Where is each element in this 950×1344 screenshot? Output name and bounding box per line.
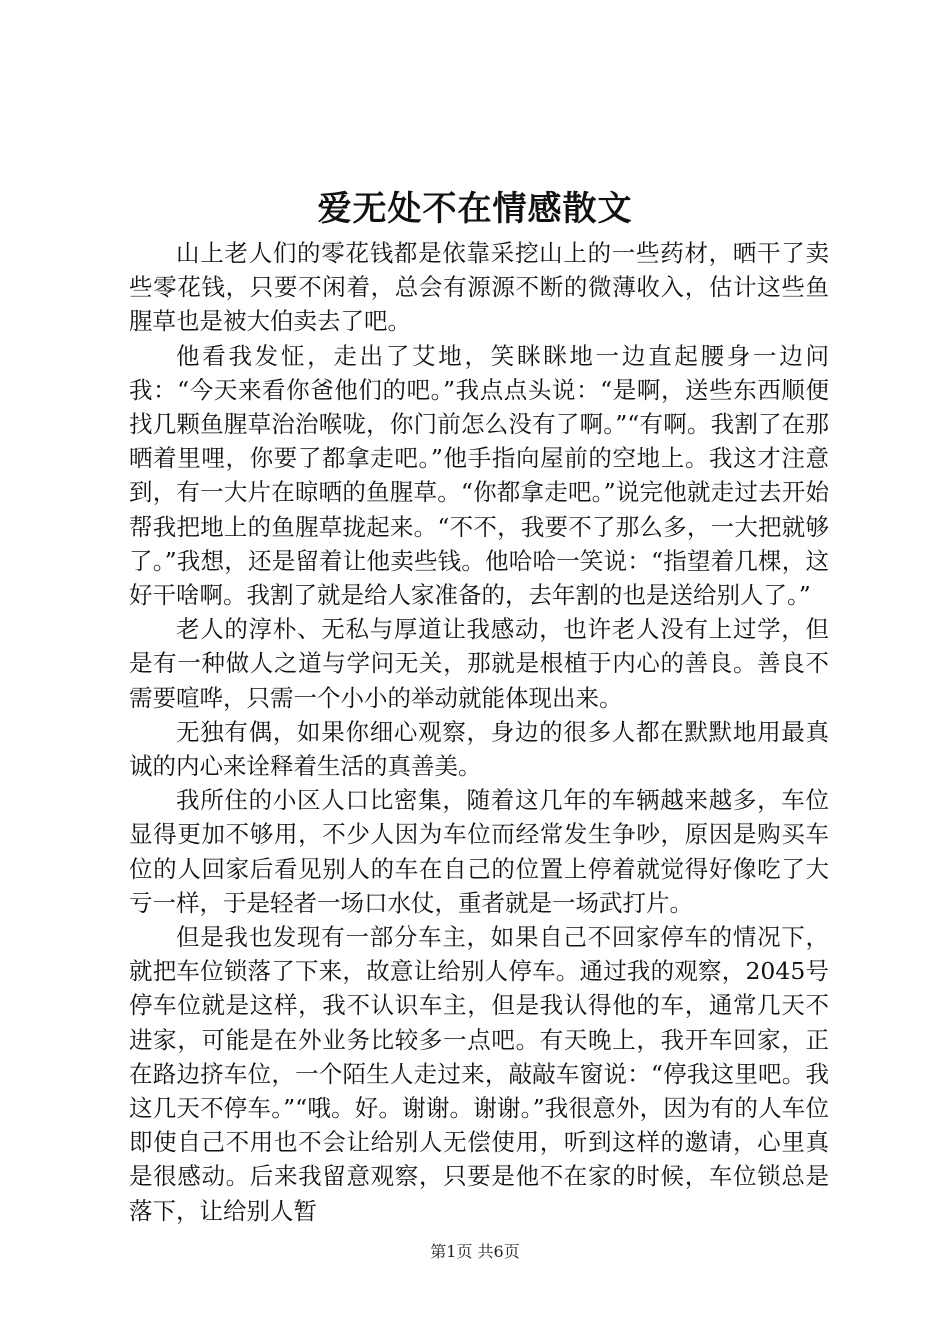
page-number-footer: 第1页 共6页 (430, 1242, 520, 1261)
paragraph: 我所住的小区人口比密集，随着这几年的车辆越来越多，车位显得更加不够用，不少人因为车位而经常发生争吵，原因是购买车位的人回家后看见别人的车在自己的位置上停着就觉得好像吃了大亏一样，于是轻者一场口水仗，重者就是一场武打片。 (129, 786, 829, 917)
paragraph: 他看我发怔，走出了艾地，笑眯眯地一边直起腰身一边问我：“今天来看你爸他们的吧。”我点点头说：“是啊，送些东西顺便找几颗鱼腥草治治喉咙，你门前怎么没有了啊。”“有啊。我割了在那晒着里哩，你要了都拿走吧。”他手指向屋前的空地上。我这才注意到，有一大片在晾晒的鱼腥草。“你都拿走吧。”说完他就走过去开始帮我把地上的鱼腥草拢起来。“不不，我要不了那么多，一大把就够了。”我想，还是留着让他卖些钱。他哈哈一笑说：“指望着几棵，这好干啥啊。我割了就是给人家准备的，去年割的也是送给别人了。” (129, 341, 829, 610)
document-title: 爱无处不在情感散文 (317, 189, 633, 229)
document-body (129, 236, 829, 1228)
paragraph: 山上老人们的零花钱都是依靠采挖山上的一些药材，晒干了卖些零花钱，只要不闲着，总会有源源不断的微薄收入，估计这些鱼腥草也是被大伯卖去了吧。 (129, 239, 829, 336)
paragraph: 老人的淳朴、无私与厚道让我感动，也许老人没有上过学，但是有一种做人之道与学问无关，那就是根植于内心的善良。善良不需要喧哗，只需一个小小的举动就能体现出来。 (129, 615, 829, 712)
paragraph: 无独有偶，如果你细心观察，身边的很多人都在默默地用最真诚的内心来诠释着生活的真善美。 (129, 717, 829, 781)
paragraph: 但是我也发现有一部分车主，如果自己不回家停车的情况下，就把车位锁落了下来，故意让给别人停车。通过我的观察，2045号停车位就是这样，我不认识车主，但是我认得他的车，通常几天不进家，可能是在外业务比较多一点吧。有天晚上，我开车回家，正在路边挤车位，一个陌生人走过来，敲敲车窗说：“停我这里吧。我这几天不停车。”“哦。好。谢谢。谢谢。”我很意外，因为有的人车位即使自己不用也不会让给别人无偿使用，听到这样的邀请，心里真是很感动。后来我留意观察，只要是他不在家的时候，车位锁总是落下，让给别人暂 (129, 923, 829, 1225)
